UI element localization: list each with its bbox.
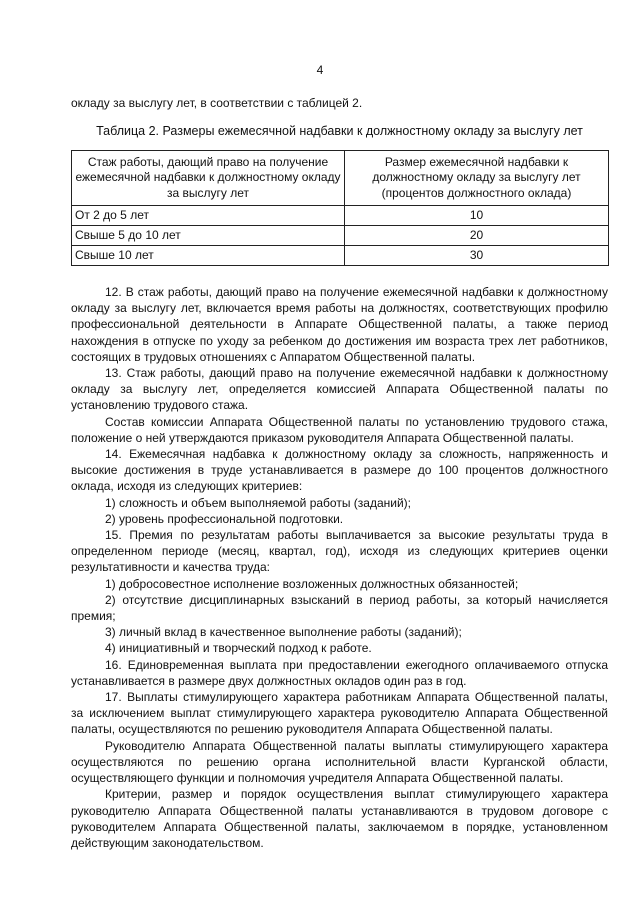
list-item: 1) сложность и объем выполняемой работы (заданий); [105,495,411,510]
paragraph-15: 15. Премия по результатам работы выплачивается за высокие результаты труда в определенном периоде (месяц, квартал, год), исходя из следующих критериев оценки результативности и качества труда: [71,528,608,575]
list-item: 1) добросовестное исполнение возложенных должностных обязанностей; [105,576,519,591]
page-number: 4 [316,63,324,77]
table-cell-percent: 10 [345,206,609,226]
table-caption: Таблица 2. Размеры ежемесячной надбавки к должностному окладу за выслугу лет [96,124,583,138]
paragraph-13-commission: Состав комиссии Аппарата Общественной палаты по установлению трудового стажа, положение о ней утверждаются приказом руководителя Аппарата Общественной палаты. [71,414,608,445]
paragraph-17: 17. Выплаты стимулирующего характера работникам Аппарата Общественной палаты, за исключением выплат стимулирующего характера руководителю Аппарата Общественной палаты, осуществляются по решению руководителя Аппарата Общественной палаты. [71,690,608,737]
paragraph-17-criteria: Критерии, размер и порядок осуществления выплат стимулирующего характера руководителю Аппарата Общественной палаты устанавливаются в трудовом договоре с руководителем Аппарата Общественной палаты, заключаемом в порядке, установленном действующим законодательством. [71,787,608,850]
table-cell-percent: 20 [345,226,609,246]
paragraph-13: 13. Стаж работы, дающий право на получение ежемесячной надбавки к должностному окладу за выслугу лет, определяется комиссией Аппарата Общественной палаты по установлению трудового стажа. [71,366,608,413]
list-item: 2) отсутствие дисциплинарных взысканий в период работы, за который начисляется премия; [71,592,608,624]
lead-line: окладу за выслугу лет, в соответствии с таблицей 2. [71,96,363,110]
paragraph-12: 12. В стаж работы, дающий право на получение ежемесячной надбавки к должностному окладу за выслугу лет, включается время работы на должностях, соответствующих профилю профессиональной деятельности в Аппарате Общественной палаты, а также период нахождения в отпуске по уходу за ребенком до достижения им возраста трех лет работников, состоящих в трудовых отношениях с Аппаратом Общественной палаты. [71,285,608,364]
list-item: 2) уровень профессиональной подготовки. [105,511,344,526]
paragraph-16: 16. Единовременная выплата при предоставлении ежегодного оплачиваемого отпуска устанавливается в размере двух должностных окладов один раз в год. [71,657,608,688]
table-cell-period: Свыше 10 лет [72,246,345,266]
table-header-percent: Размер ежемесячной надбавки к должностному окладу за выслугу лет (процентов должностного оклада) [345,151,609,206]
table-cell-percent: 30 [345,246,609,266]
table-cell-period: От 2 до 5 лет [72,206,345,226]
table-row [72,206,609,226]
list-item: 4) инициативный и творческий подход к работе. [105,641,372,656]
bonus-table [71,150,609,266]
list-item: 3) личный вклад в качественное выполнение работы (заданий); [105,625,462,640]
table-header-row [72,151,609,206]
body-text [71,284,608,851]
paragraph-14: 14. Ежемесячная надбавка к должностному окладу за сложность, напряженность и высокие достижения в труде устанавливается в размере до 100 процентов должностного оклада, исходя из следующих критериев: [71,447,608,494]
table-row [72,226,609,246]
table-row [72,246,609,266]
paragraph-17-head: Руководителю Аппарата Общественной палаты выплаты стимулирующего характера осуществляются по решению органа исполнительной власти Курганской области, осуществляющего функции и полномочия учредителя Аппарата Общественной палаты. [71,738,608,786]
table-cell-period: Свыше 5 до 10 лет [72,226,345,246]
table-header-period: Стаж работы, дающий право на получение ежемесячной надбавки к должностному окладу за выслугу лет [72,151,345,206]
